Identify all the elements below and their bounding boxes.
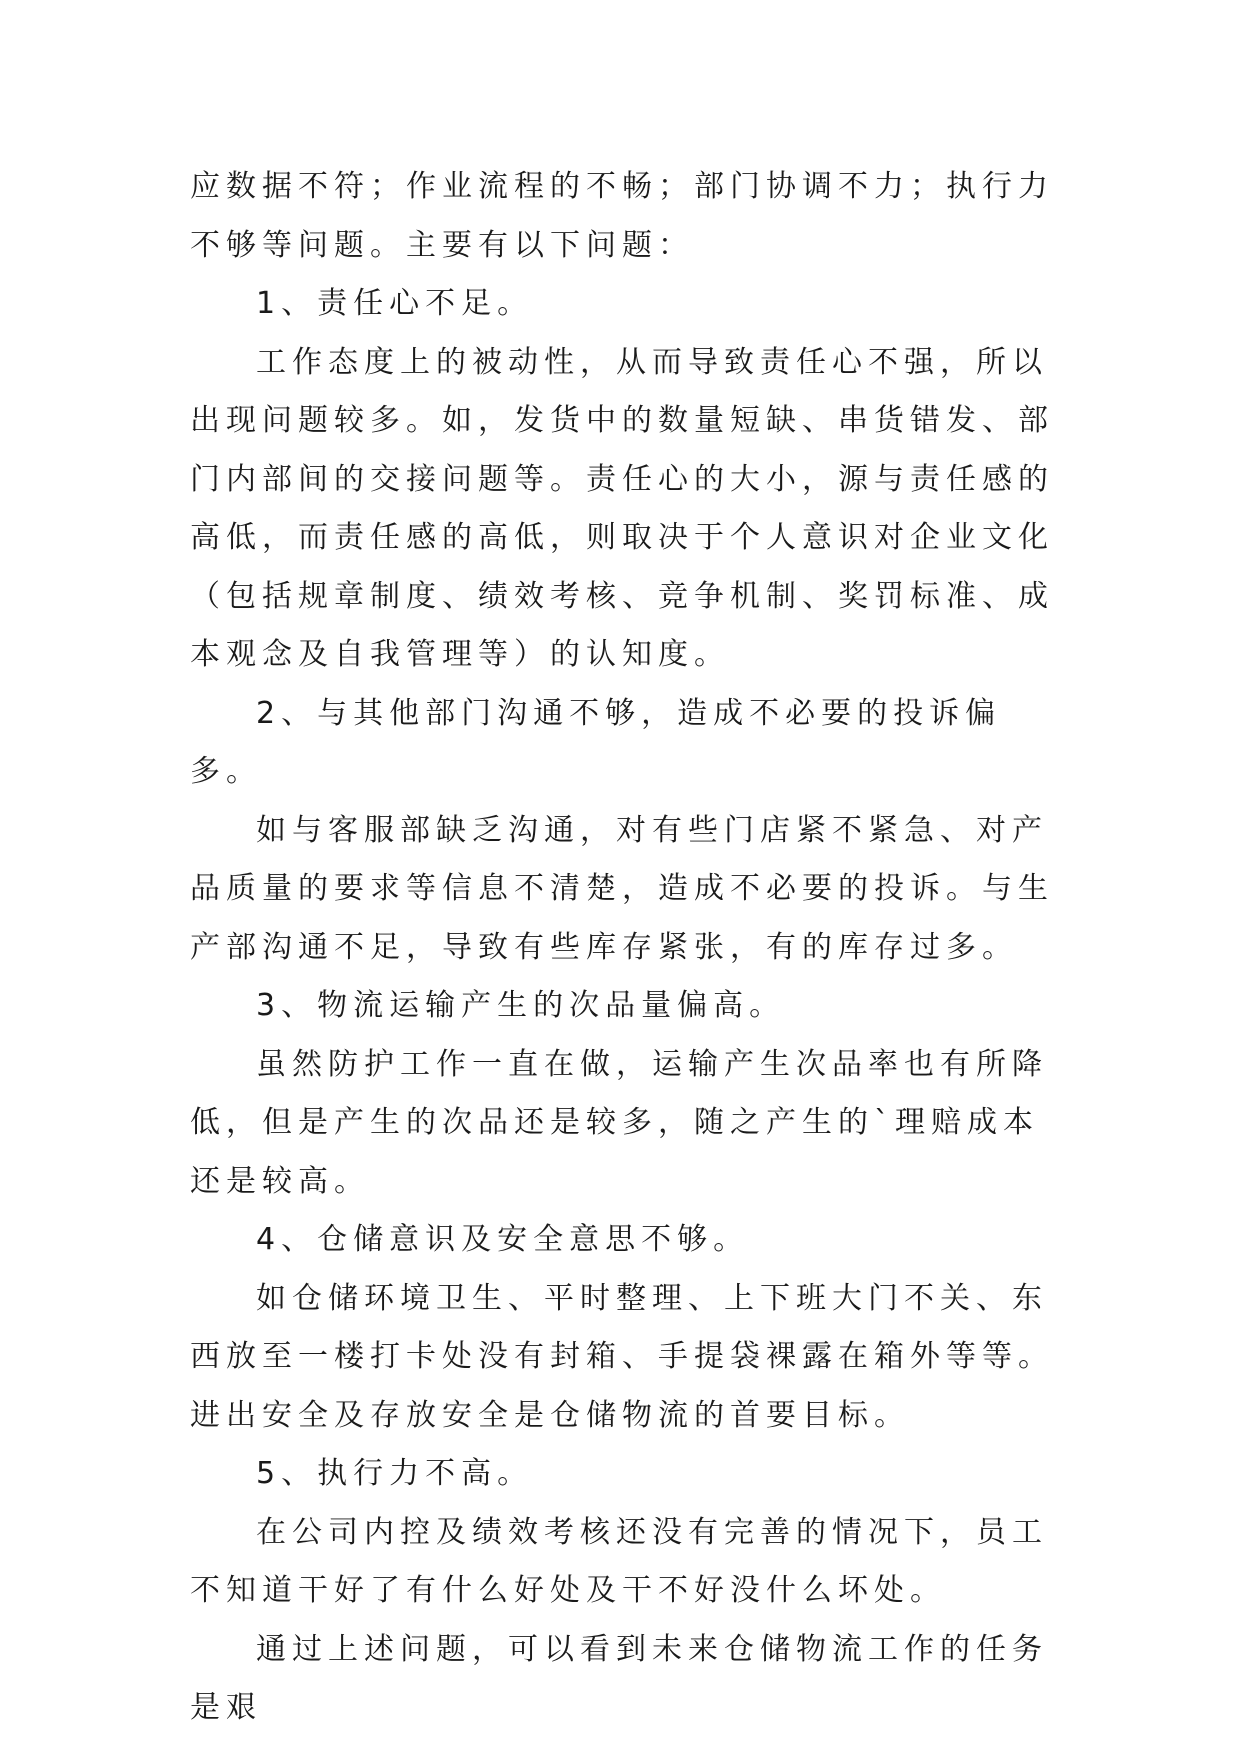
paragraph: 如仓储环境卫生、平时整理、上下班大门不关、东西放至一楼打卡处没有封箱、手提袋裸露在箱外等等。进出安全及存放安全是仓储物流的首要目标。 bbox=[190, 1280, 1054, 1433]
paragraph: 如与客服部缺乏沟通，对有些门店紧不紧急、对产品质量的要求等信息不清楚，造成不必要的投诉。与生产部沟通不足，导致有些库存紧张，有的库存过多。 bbox=[190, 812, 1054, 965]
paragraph: 应数据不符；作业流程的不畅；部门协调不力；执行力不够等问题。主要有以下问题： bbox=[190, 169, 1054, 263]
paragraph: 通过上述问题，可以看到未来仓储物流工作的任务是艰 bbox=[190, 1631, 1048, 1725]
paragraph: 虽然防护工作一直在做，运输产生次品率也有所降低，但是产生的次品还是较多，随之产生的`理赔成本还是较高。 bbox=[190, 1046, 1048, 1199]
section-heading: 2、与其他部门沟通不够，造成不必要的投诉偏多。 bbox=[190, 695, 1002, 789]
section-heading: 5、执行力不高。 bbox=[256, 1456, 534, 1491]
document-body bbox=[190, 158, 1070, 1738]
section-heading: 3、物流运输产生的次品量偏高。 bbox=[256, 988, 786, 1023]
paragraph: 在公司内控及绩效考核还没有完善的情况下，员工不知道干好了有什么好处及干不好没什么坏处。 bbox=[190, 1514, 1048, 1608]
paragraph: 工作态度上的被动性，从而导致责任心不强，所以出现问题较多。如，发货中的数量短缺、串货错发、部门内部间的交接问题等。责任心的大小，源与责任感的高低，而责任感的高低，则取决于个人意识对企业文化（包括规章制度、绩效考核、竞争机制、奖罚标准、成本观念及自我管理等）的认知度。 bbox=[190, 344, 1054, 672]
section-heading: 4、仓储意识及安全意思不够。 bbox=[256, 1222, 750, 1257]
section-heading: 1、责任心不足。 bbox=[256, 286, 534, 321]
